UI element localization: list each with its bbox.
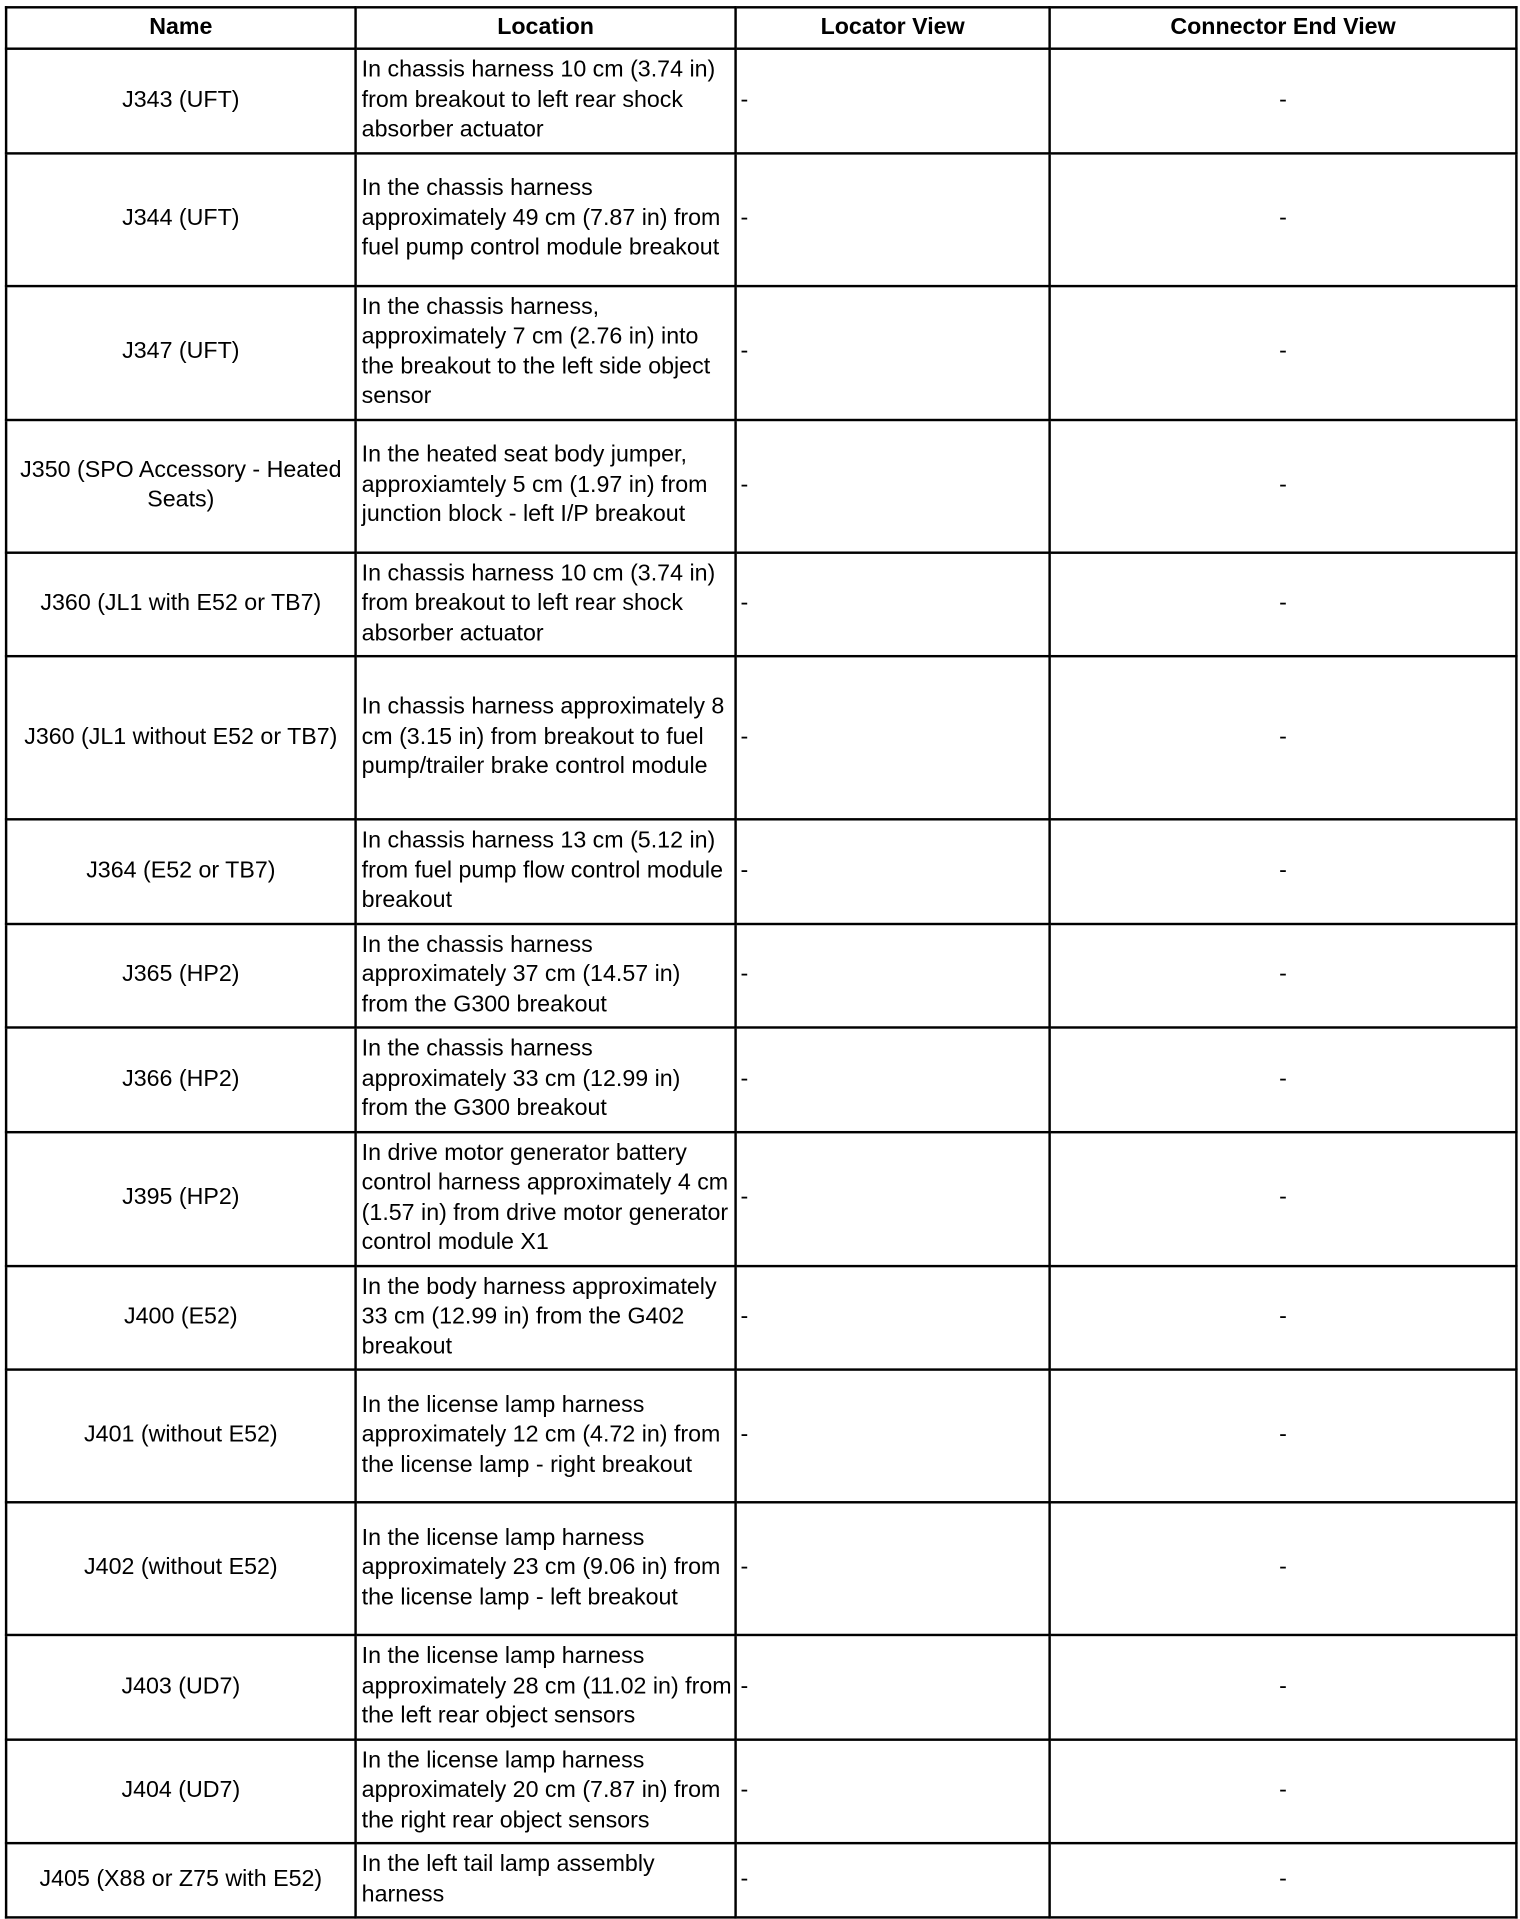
cell-locator-view: - (736, 923, 1050, 1027)
cell-connector-end-view: - (1050, 1635, 1517, 1739)
cell-name: J366 (HP2) (6, 1027, 355, 1131)
cell-connector-end-view: - (1050, 1132, 1517, 1266)
table-row (6, 923, 1516, 1027)
cell-connector-end-view: - (1050, 552, 1517, 656)
cell-connector-end-view: - (1050, 1843, 1517, 1917)
header-location: Location (356, 7, 736, 48)
cell-connector-end-view: - (1050, 419, 1517, 552)
cell-locator-view: - (736, 1265, 1050, 1369)
cell-locator-view: - (736, 419, 1050, 552)
table-row (6, 49, 1516, 153)
cell-connector-end-view: - (1050, 1739, 1517, 1843)
table-row (6, 819, 1516, 923)
cell-locator-view: - (736, 1843, 1050, 1917)
cell-name: J365 (HP2) (6, 923, 355, 1027)
cell-location: In the chassis harness approximately 37 cm (14.57 in) from the G300 breakout (356, 923, 736, 1027)
table-row (6, 419, 1516, 552)
cell-name: J364 (E52 or TB7) (6, 819, 355, 923)
table-row (6, 1635, 1516, 1739)
table-row (6, 153, 1516, 286)
cell-connector-end-view: - (1050, 923, 1517, 1027)
table-row (6, 1370, 1516, 1503)
cell-locator-view: - (736, 1027, 1050, 1131)
cell-connector-end-view: - (1050, 1265, 1517, 1369)
cell-locator-view: - (736, 49, 1050, 153)
cell-location: In the chassis harness approximately 49 cm (7.87 in) from fuel pump control module breakout (356, 153, 736, 286)
cell-location: In the chassis harness, approximately 7 cm (2.76 in) into the breakout to the left side object sensor (356, 285, 736, 419)
header-locator-view: Locator View (736, 7, 1050, 48)
cell-connector-end-view: - (1050, 656, 1517, 819)
table-row (6, 1502, 1516, 1635)
cell-location: In the heated seat body jumper, approxiamtely 5 cm (1.97 in) from junction block - left I/P breakout (356, 419, 736, 552)
cell-name: J360 (JL1 with E52 or TB7) (6, 552, 355, 656)
cell-location: In the chassis harness approximately 33 cm (12.99 in) from the G300 breakout (356, 1027, 736, 1131)
cell-name: J402 (without E52) (6, 1502, 355, 1635)
table-row (6, 552, 1516, 656)
table-row (6, 1265, 1516, 1369)
cell-locator-view: - (736, 1502, 1050, 1635)
cell-location: In the license lamp harness approximately 23 cm (9.06 in) from the license lamp - left breakout (356, 1502, 736, 1635)
cell-locator-view: - (736, 1635, 1050, 1739)
cell-name: J404 (UD7) (6, 1739, 355, 1843)
cell-connector-end-view: - (1050, 1027, 1517, 1131)
header-row (6, 7, 1516, 48)
cell-locator-view: - (736, 1739, 1050, 1843)
cell-location: In the left tail lamp assembly harness (356, 1843, 736, 1917)
cell-connector-end-view: - (1050, 153, 1517, 286)
cell-connector-end-view: - (1050, 819, 1517, 923)
cell-location: In chassis harness approximately 8 cm (3.15 in) from breakout to fuel pump/trailer brake control module (356, 656, 736, 819)
cell-location: In chassis harness 10 cm (3.74 in) from breakout to left rear shock absorber actuator (356, 49, 736, 153)
table-row (6, 285, 1516, 419)
cell-name: J395 (HP2) (6, 1132, 355, 1266)
cell-name: J344 (UFT) (6, 153, 355, 286)
cell-connector-end-view: - (1050, 285, 1517, 419)
cell-name: J405 (X88 or Z75 with E52) (6, 1843, 355, 1917)
cell-location: In the body harness approximately 33 cm (12.99 in) from the G402 breakout (356, 1265, 736, 1369)
cell-location: In the license lamp harness approximately 20 cm (7.87 in) from the right rear object sensors (356, 1739, 736, 1843)
table-row (6, 1739, 1516, 1843)
cell-name: J403 (UD7) (6, 1635, 355, 1739)
header-name: Name (6, 7, 355, 48)
table-row (6, 1843, 1516, 1917)
cell-name: J400 (E52) (6, 1265, 355, 1369)
table-row (6, 656, 1516, 819)
cell-name: J343 (UFT) (6, 49, 355, 153)
cell-name: J401 (without E52) (6, 1370, 355, 1503)
cell-location: In the license lamp harness approximately 12 cm (4.72 in) from the license lamp - right breakout (356, 1370, 736, 1503)
cell-locator-view: - (736, 552, 1050, 656)
cell-name: J350 (SPO Accessory - Heated Seats) (6, 419, 355, 552)
cell-locator-view: - (736, 285, 1050, 419)
cell-connector-end-view: - (1050, 49, 1517, 153)
cell-location: In drive motor generator battery control harness approximately 4 cm (1.57 in) from drive motor generator control module X1 (356, 1132, 736, 1266)
cell-location: In the license lamp harness approximately 28 cm (11.02 in) from the left rear object sensors (356, 1635, 736, 1739)
cell-name: J360 (JL1 without E52 or TB7) (6, 656, 355, 819)
cell-location: In chassis harness 13 cm (5.12 in) from fuel pump flow control module breakout (356, 819, 736, 923)
cell-connector-end-view: - (1050, 1502, 1517, 1635)
cell-location: In chassis harness 10 cm (3.74 in) from breakout to left rear shock absorber actuator (356, 552, 736, 656)
connector-location-table (5, 6, 1518, 1919)
cell-locator-view: - (736, 819, 1050, 923)
cell-name: J347 (UFT) (6, 285, 355, 419)
table-row (6, 1132, 1516, 1266)
cell-locator-view: - (736, 1370, 1050, 1503)
cell-locator-view: - (736, 153, 1050, 286)
cell-locator-view: - (736, 1132, 1050, 1266)
table-row (6, 1027, 1516, 1131)
cell-connector-end-view: - (1050, 1370, 1517, 1503)
cell-locator-view: - (736, 656, 1050, 819)
header-connector-end-view: Connector End View (1050, 7, 1517, 48)
